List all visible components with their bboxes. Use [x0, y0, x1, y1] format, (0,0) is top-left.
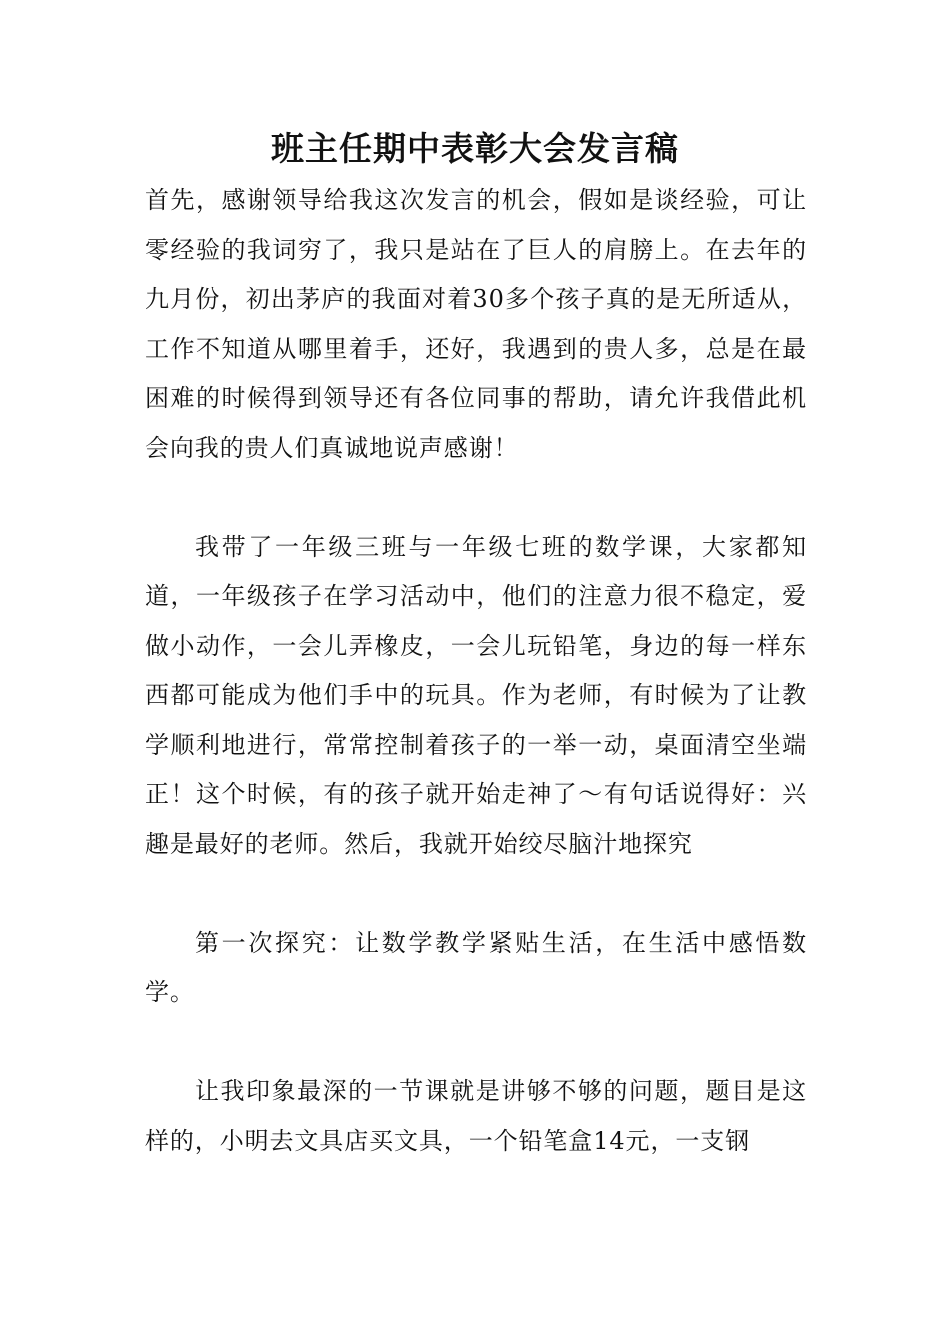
paragraph-2: 我带了一年级三班与一年级七班的数学课，大家都知道，一年级孩子在学习活动中，他们的注意力很不稳定，爱做小动作，一会儿弄橡皮，一会儿玩铅笔，身边的每一样东西都可能成为他们手中的玩具。作为老师，有时候为了让教学顺利地进行，常常控制着孩子的一举一动，桌面清空坐端正！这个时候，有的孩子就开始走神了～有句话说得好：兴趣是最好的老师。然后，我就开始绞尽脑汁地探究 [145, 532, 807, 858]
paragraph-3: 第一次探究：让数学教学紧贴生活，在生活中感悟数学。 [145, 928, 807, 1006]
paragraph-gap [145, 473, 807, 523]
paragraph-gap [145, 869, 807, 919]
paragraph-4: 让我印象最深的一节课就是讲够不够的问题，题目是这样的，小明去文具店买文具，一个铅笔盒14元，一支钢 [145, 1077, 807, 1155]
paragraph-1: 首先，感谢领导给我这次发言的机会，假如是谈经验，可让零经验的我词穷了，我只是站在了巨人的肩膀上。在去年的九月份，初出茅庐的我面对着30多个孩子真的是无所适从，工作不知道从哪里着手，还好，我遇到的贵人多，总是在最困难的时候得到领导还有各位同事的帮助，请允许我借此机会向我的贵人们真诚地说声感谢！ [145, 186, 807, 462]
document-body [145, 176, 807, 1166]
document-title: 班主任期中表彰大会发言稿 [271, 129, 679, 168]
paragraph-gap [145, 1018, 807, 1068]
